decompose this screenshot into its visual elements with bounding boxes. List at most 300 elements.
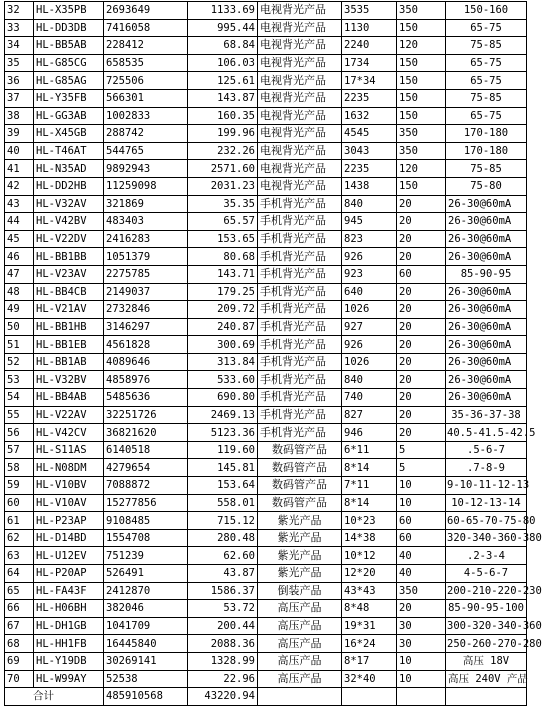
- row-number-cell: 54: [5, 389, 34, 407]
- amount-cell: 2571.60: [188, 160, 258, 178]
- spec-cell: 150-160: [446, 2, 527, 20]
- amount-cell: 160.35: [188, 107, 258, 125]
- model-cell: HL-W99AY: [34, 670, 104, 688]
- total-label: 合计: [5, 688, 104, 706]
- row-number-cell: 51: [5, 336, 34, 354]
- current-cell: 20: [397, 301, 446, 319]
- current-cell: 120: [397, 37, 446, 55]
- quantity-cell: 526491: [104, 565, 188, 583]
- category-cell: 手机背光产品: [258, 213, 342, 231]
- table-body: [5, 2, 542, 706]
- size-cell: 840: [342, 195, 397, 213]
- table-row: [5, 107, 527, 125]
- current-cell: 150: [397, 107, 446, 125]
- table-row: [5, 265, 527, 283]
- category-cell: 手机背光产品: [258, 424, 342, 442]
- quantity-cell: 9892943: [104, 160, 188, 178]
- table-row: [5, 301, 527, 319]
- category-cell: 电视背光产品: [258, 37, 342, 55]
- amount-cell: 199.96: [188, 125, 258, 143]
- quantity-cell: 3146297: [104, 318, 188, 336]
- amount-cell: 1328.99: [188, 652, 258, 670]
- current-cell: 60: [397, 512, 446, 530]
- spec-cell: 85-90-95-100: [446, 600, 527, 618]
- spec-cell: 65-75: [446, 72, 527, 90]
- total-row: [5, 688, 527, 706]
- table-row: [5, 2, 527, 20]
- quantity-cell: 11259098: [104, 177, 188, 195]
- quantity-cell: 658535: [104, 54, 188, 72]
- quantity-cell: 1554708: [104, 529, 188, 547]
- category-cell: 电视背光产品: [258, 2, 342, 20]
- quantity-cell: 228412: [104, 37, 188, 55]
- blank-cell: [446, 688, 527, 706]
- quantity-cell: 4561828: [104, 336, 188, 354]
- quantity-cell: 321869: [104, 195, 188, 213]
- row-number-cell: 64: [5, 565, 34, 583]
- row-number-cell: 42: [5, 177, 34, 195]
- amount-cell: 2469.13: [188, 406, 258, 424]
- quantity-cell: 16445840: [104, 635, 188, 653]
- model-cell: HL-BB1AB: [34, 353, 104, 371]
- spec-cell: 65-75: [446, 54, 527, 72]
- quantity-cell: 6140518: [104, 441, 188, 459]
- model-cell: HL-FA43F: [34, 582, 104, 600]
- amount-cell: 313.84: [188, 353, 258, 371]
- model-cell: HL-H06BH: [34, 600, 104, 618]
- quantity-cell: 2732846: [104, 301, 188, 319]
- row-number-cell: 52: [5, 353, 34, 371]
- spec-cell: 170-180: [446, 125, 527, 143]
- quantity-cell: 9108485: [104, 512, 188, 530]
- row-number-cell: 62: [5, 529, 34, 547]
- spec-cell: 26-30@60mA: [446, 318, 527, 336]
- table-row: [5, 547, 527, 565]
- row-number-cell: 32: [5, 2, 34, 20]
- quantity-cell: 544765: [104, 142, 188, 160]
- spec-cell: 300-320-340-360: [446, 617, 527, 635]
- current-cell: 5: [397, 459, 446, 477]
- current-cell: 350: [397, 142, 446, 160]
- row-number-cell: 43: [5, 195, 34, 213]
- model-cell: HL-D14BD: [34, 529, 104, 547]
- quantity-cell: 4089646: [104, 353, 188, 371]
- size-cell: 16*24: [342, 635, 397, 653]
- current-cell: 350: [397, 125, 446, 143]
- size-cell: 2235: [342, 160, 397, 178]
- current-cell: 60: [397, 529, 446, 547]
- category-cell: 数码管产品: [258, 459, 342, 477]
- size-cell: 4545: [342, 125, 397, 143]
- current-cell: 40: [397, 547, 446, 565]
- amount-cell: 35.35: [188, 195, 258, 213]
- size-cell: 923: [342, 265, 397, 283]
- amount-cell: 106.03: [188, 54, 258, 72]
- total-amount: 43220.94: [188, 688, 258, 706]
- model-cell: HL-N35AD: [34, 160, 104, 178]
- blank-cell: [258, 688, 342, 706]
- current-cell: 20: [397, 195, 446, 213]
- amount-cell: 200.44: [188, 617, 258, 635]
- model-cell: HL-BB1HB: [34, 318, 104, 336]
- amount-cell: 2088.36: [188, 635, 258, 653]
- product-table: [4, 1, 542, 706]
- current-cell: 20: [397, 600, 446, 618]
- spec-cell: 9-10-11-12-13: [446, 477, 527, 495]
- category-cell: 紫光产品: [258, 547, 342, 565]
- category-cell: 电视背光产品: [258, 72, 342, 90]
- category-cell: 数码管产品: [258, 477, 342, 495]
- table-row: [5, 529, 527, 547]
- category-cell: 手机背光产品: [258, 230, 342, 248]
- model-cell: HL-U12EV: [34, 547, 104, 565]
- current-cell: 40: [397, 565, 446, 583]
- size-cell: 945: [342, 213, 397, 231]
- spec-cell: 26-30@60mA: [446, 283, 527, 301]
- row-number-cell: 44: [5, 213, 34, 231]
- quantity-cell: 2416283: [104, 230, 188, 248]
- table-row: [5, 213, 527, 231]
- size-cell: 827: [342, 406, 397, 424]
- amount-cell: 179.25: [188, 283, 258, 301]
- category-cell: 电视背光产品: [258, 19, 342, 37]
- size-cell: 2235: [342, 89, 397, 107]
- amount-cell: 80.68: [188, 248, 258, 266]
- category-cell: 手机背光产品: [258, 195, 342, 213]
- table-row: [5, 142, 527, 160]
- table-row: [5, 248, 527, 266]
- model-cell: HL-V21AV: [34, 301, 104, 319]
- table-row: [5, 600, 527, 618]
- amount-cell: 1133.69: [188, 2, 258, 20]
- current-cell: 20: [397, 230, 446, 248]
- row-number-cell: 61: [5, 512, 34, 530]
- spec-cell: .7-8-9: [446, 459, 527, 477]
- current-cell: 10: [397, 494, 446, 512]
- model-cell: HL-Y19DB: [34, 652, 104, 670]
- category-cell: 手机背光产品: [258, 318, 342, 336]
- table-row: [5, 477, 527, 495]
- table-row: [5, 441, 527, 459]
- spec-cell: 75-85: [446, 37, 527, 55]
- quantity-cell: 32251726: [104, 406, 188, 424]
- quantity-cell: 30269141: [104, 652, 188, 670]
- quantity-cell: 7088872: [104, 477, 188, 495]
- total-quantity: 485910568: [104, 688, 188, 706]
- row-number-cell: 46: [5, 248, 34, 266]
- category-cell: 手机背光产品: [258, 389, 342, 407]
- table-row: [5, 652, 527, 670]
- table-row: [5, 37, 527, 55]
- amount-cell: 62.60: [188, 547, 258, 565]
- size-cell: 926: [342, 336, 397, 354]
- row-number-cell: 67: [5, 617, 34, 635]
- amount-cell: 2031.23: [188, 177, 258, 195]
- category-cell: 数码管产品: [258, 494, 342, 512]
- model-cell: HL-V23AV: [34, 265, 104, 283]
- model-cell: HL-V32BV: [34, 371, 104, 389]
- size-cell: 32*40: [342, 670, 397, 688]
- spec-cell: 75-85: [446, 89, 527, 107]
- table-row: [5, 19, 527, 37]
- spec-cell: 85-90-95: [446, 265, 527, 283]
- quantity-cell: 1051379: [104, 248, 188, 266]
- table-row: [5, 125, 527, 143]
- spec-cell: 10-12-13-14: [446, 494, 527, 512]
- current-cell: 120: [397, 160, 446, 178]
- current-cell: 10: [397, 670, 446, 688]
- category-cell: 电视背光产品: [258, 142, 342, 160]
- size-cell: 8*48: [342, 600, 397, 618]
- category-cell: 电视背光产品: [258, 160, 342, 178]
- amount-cell: 65.57: [188, 213, 258, 231]
- table-row: [5, 283, 527, 301]
- table-row: [5, 230, 527, 248]
- table-row: [5, 336, 527, 354]
- size-cell: 2240: [342, 37, 397, 55]
- current-cell: 10: [397, 652, 446, 670]
- model-cell: HL-X35PB: [34, 2, 104, 20]
- row-number-cell: 33: [5, 19, 34, 37]
- row-number-cell: 50: [5, 318, 34, 336]
- quantity-cell: 15277856: [104, 494, 188, 512]
- quantity-cell: 2275785: [104, 265, 188, 283]
- size-cell: 640: [342, 283, 397, 301]
- model-cell: HL-BB1EB: [34, 336, 104, 354]
- spec-cell: 26-30@60mA: [446, 301, 527, 319]
- amount-cell: 153.65: [188, 230, 258, 248]
- row-number-cell: 66: [5, 600, 34, 618]
- table-row: [5, 89, 527, 107]
- size-cell: 19*31: [342, 617, 397, 635]
- category-cell: 紫光产品: [258, 512, 342, 530]
- size-cell: 10*23: [342, 512, 397, 530]
- amount-cell: 533.60: [188, 371, 258, 389]
- model-cell: HL-G85AG: [34, 72, 104, 90]
- spec-cell: 4-5-6-7: [446, 565, 527, 583]
- size-cell: 946: [342, 424, 397, 442]
- spec-cell: 26-30@60mA: [446, 213, 527, 231]
- amount-cell: 232.26: [188, 142, 258, 160]
- amount-cell: 240.87: [188, 318, 258, 336]
- quantity-cell: 382046: [104, 600, 188, 618]
- amount-cell: 690.80: [188, 389, 258, 407]
- size-cell: 14*38: [342, 529, 397, 547]
- row-number-cell: 34: [5, 37, 34, 55]
- quantity-cell: 2412870: [104, 582, 188, 600]
- category-cell: 手机背光产品: [258, 406, 342, 424]
- row-number-cell: 57: [5, 441, 34, 459]
- spec-cell: 170-180: [446, 142, 527, 160]
- size-cell: 7*11: [342, 477, 397, 495]
- current-cell: 20: [397, 353, 446, 371]
- spec-cell: 75-85: [446, 160, 527, 178]
- table-row: [5, 353, 527, 371]
- category-cell: 高压产品: [258, 617, 342, 635]
- row-number-cell: 65: [5, 582, 34, 600]
- size-cell: 1734: [342, 54, 397, 72]
- row-number-cell: 37: [5, 89, 34, 107]
- model-cell: HL-DH1GB: [34, 617, 104, 635]
- size-cell: 1026: [342, 301, 397, 319]
- size-cell: 1026: [342, 353, 397, 371]
- table-row: [5, 389, 527, 407]
- spec-cell: 高压 240V 产品: [446, 670, 527, 688]
- table-row: [5, 177, 527, 195]
- table-row: [5, 424, 527, 442]
- quantity-cell: 4858976: [104, 371, 188, 389]
- size-cell: 926: [342, 248, 397, 266]
- spec-cell: 35-36-37-38: [446, 406, 527, 424]
- current-cell: 20: [397, 213, 446, 231]
- size-cell: 823: [342, 230, 397, 248]
- table-row: [5, 494, 527, 512]
- current-cell: 5: [397, 441, 446, 459]
- size-cell: 927: [342, 318, 397, 336]
- amount-cell: 209.72: [188, 301, 258, 319]
- category-cell: 手机背光产品: [258, 353, 342, 371]
- category-cell: 电视背光产品: [258, 177, 342, 195]
- spec-cell: 60-65-70-75-80: [446, 512, 527, 530]
- current-cell: 350: [397, 2, 446, 20]
- current-cell: 30: [397, 617, 446, 635]
- amount-cell: 125.61: [188, 72, 258, 90]
- quantity-cell: 483403: [104, 213, 188, 231]
- quantity-cell: 1002833: [104, 107, 188, 125]
- model-cell: HL-BB4AB: [34, 389, 104, 407]
- spec-cell: 65-75: [446, 107, 527, 125]
- amount-cell: 5123.36: [188, 424, 258, 442]
- quantity-cell: 52538: [104, 670, 188, 688]
- size-cell: 6*11: [342, 441, 397, 459]
- amount-cell: 153.64: [188, 477, 258, 495]
- table-row: [5, 670, 527, 688]
- spec-cell: .2-3-4: [446, 547, 527, 565]
- table-row: [5, 617, 527, 635]
- model-cell: HL-HH1FB: [34, 635, 104, 653]
- row-number-cell: 56: [5, 424, 34, 442]
- row-number-cell: 60: [5, 494, 34, 512]
- category-cell: 手机背光产品: [258, 301, 342, 319]
- amount-cell: 143.87: [188, 89, 258, 107]
- category-cell: 紫光产品: [258, 565, 342, 583]
- spec-cell: 26-30@60mA: [446, 353, 527, 371]
- table-row: [5, 160, 527, 178]
- current-cell: 20: [397, 336, 446, 354]
- row-number-cell: 40: [5, 142, 34, 160]
- model-cell: HL-N08DM: [34, 459, 104, 477]
- quantity-cell: 751239: [104, 547, 188, 565]
- current-cell: 20: [397, 406, 446, 424]
- quantity-cell: 36821620: [104, 424, 188, 442]
- quantity-cell: 2149037: [104, 283, 188, 301]
- model-cell: HL-T46AT: [34, 142, 104, 160]
- amount-cell: 1586.37: [188, 582, 258, 600]
- table-row: [5, 459, 527, 477]
- row-number-cell: 58: [5, 459, 34, 477]
- category-cell: 电视背光产品: [258, 125, 342, 143]
- table-row: [5, 318, 527, 336]
- spec-cell: 26-30@60mA: [446, 389, 527, 407]
- spec-cell: 200-210-220-230: [446, 582, 527, 600]
- size-cell: 1632: [342, 107, 397, 125]
- current-cell: 150: [397, 89, 446, 107]
- size-cell: 3043: [342, 142, 397, 160]
- size-cell: 12*20: [342, 565, 397, 583]
- current-cell: 150: [397, 19, 446, 37]
- blank-cell: [397, 688, 446, 706]
- row-number-cell: 38: [5, 107, 34, 125]
- model-cell: HL-V22AV: [34, 406, 104, 424]
- amount-cell: 280.48: [188, 529, 258, 547]
- spec-cell: 40.5-41.5-42.5: [446, 424, 527, 442]
- amount-cell: 22.96: [188, 670, 258, 688]
- model-cell: HL-DD2HB: [34, 177, 104, 195]
- size-cell: 3535: [342, 2, 397, 20]
- model-cell: HL-Y35FB: [34, 89, 104, 107]
- current-cell: 10: [397, 477, 446, 495]
- size-cell: 1438: [342, 177, 397, 195]
- table-row: [5, 512, 527, 530]
- row-number-cell: 45: [5, 230, 34, 248]
- table-row: [5, 72, 527, 90]
- table-row: [5, 195, 527, 213]
- amount-cell: 43.87: [188, 565, 258, 583]
- spec-cell: 高压 18V: [446, 652, 527, 670]
- current-cell: 30: [397, 635, 446, 653]
- row-number-cell: 35: [5, 54, 34, 72]
- spec-cell: 320-340-360-380: [446, 529, 527, 547]
- row-number-cell: 68: [5, 635, 34, 653]
- size-cell: 740: [342, 389, 397, 407]
- row-number-cell: 39: [5, 125, 34, 143]
- quantity-cell: 1041709: [104, 617, 188, 635]
- category-cell: 电视背光产品: [258, 107, 342, 125]
- row-number-cell: 49: [5, 301, 34, 319]
- category-cell: 数码管产品: [258, 441, 342, 459]
- model-cell: HL-P23AP: [34, 512, 104, 530]
- row-number-cell: 69: [5, 652, 34, 670]
- category-cell: 电视背光产品: [258, 89, 342, 107]
- current-cell: 150: [397, 72, 446, 90]
- spec-cell: 250-260-270-280: [446, 635, 527, 653]
- size-cell: 17*34: [342, 72, 397, 90]
- quantity-cell: 7416058: [104, 19, 188, 37]
- category-cell: 紫光产品: [258, 529, 342, 547]
- row-number-cell: 63: [5, 547, 34, 565]
- current-cell: 150: [397, 177, 446, 195]
- current-cell: 150: [397, 54, 446, 72]
- spec-cell: 26-30@60mA: [446, 230, 527, 248]
- amount-cell: 143.71: [188, 265, 258, 283]
- spec-cell: 26-30@60mA: [446, 371, 527, 389]
- amount-cell: 53.72: [188, 600, 258, 618]
- row-number-cell: 53: [5, 371, 34, 389]
- spec-cell: 65-75: [446, 19, 527, 37]
- model-cell: HL-V22DV: [34, 230, 104, 248]
- model-cell: HL-X45GB: [34, 125, 104, 143]
- spec-cell: 75-80: [446, 177, 527, 195]
- blank-cell: [342, 688, 397, 706]
- amount-cell: 68.84: [188, 37, 258, 55]
- quantity-cell: 5485636: [104, 389, 188, 407]
- size-cell: 8*14: [342, 494, 397, 512]
- amount-cell: 715.12: [188, 512, 258, 530]
- quantity-cell: 725506: [104, 72, 188, 90]
- table-row: [5, 582, 527, 600]
- table-row: [5, 371, 527, 389]
- row-number-cell: 36: [5, 72, 34, 90]
